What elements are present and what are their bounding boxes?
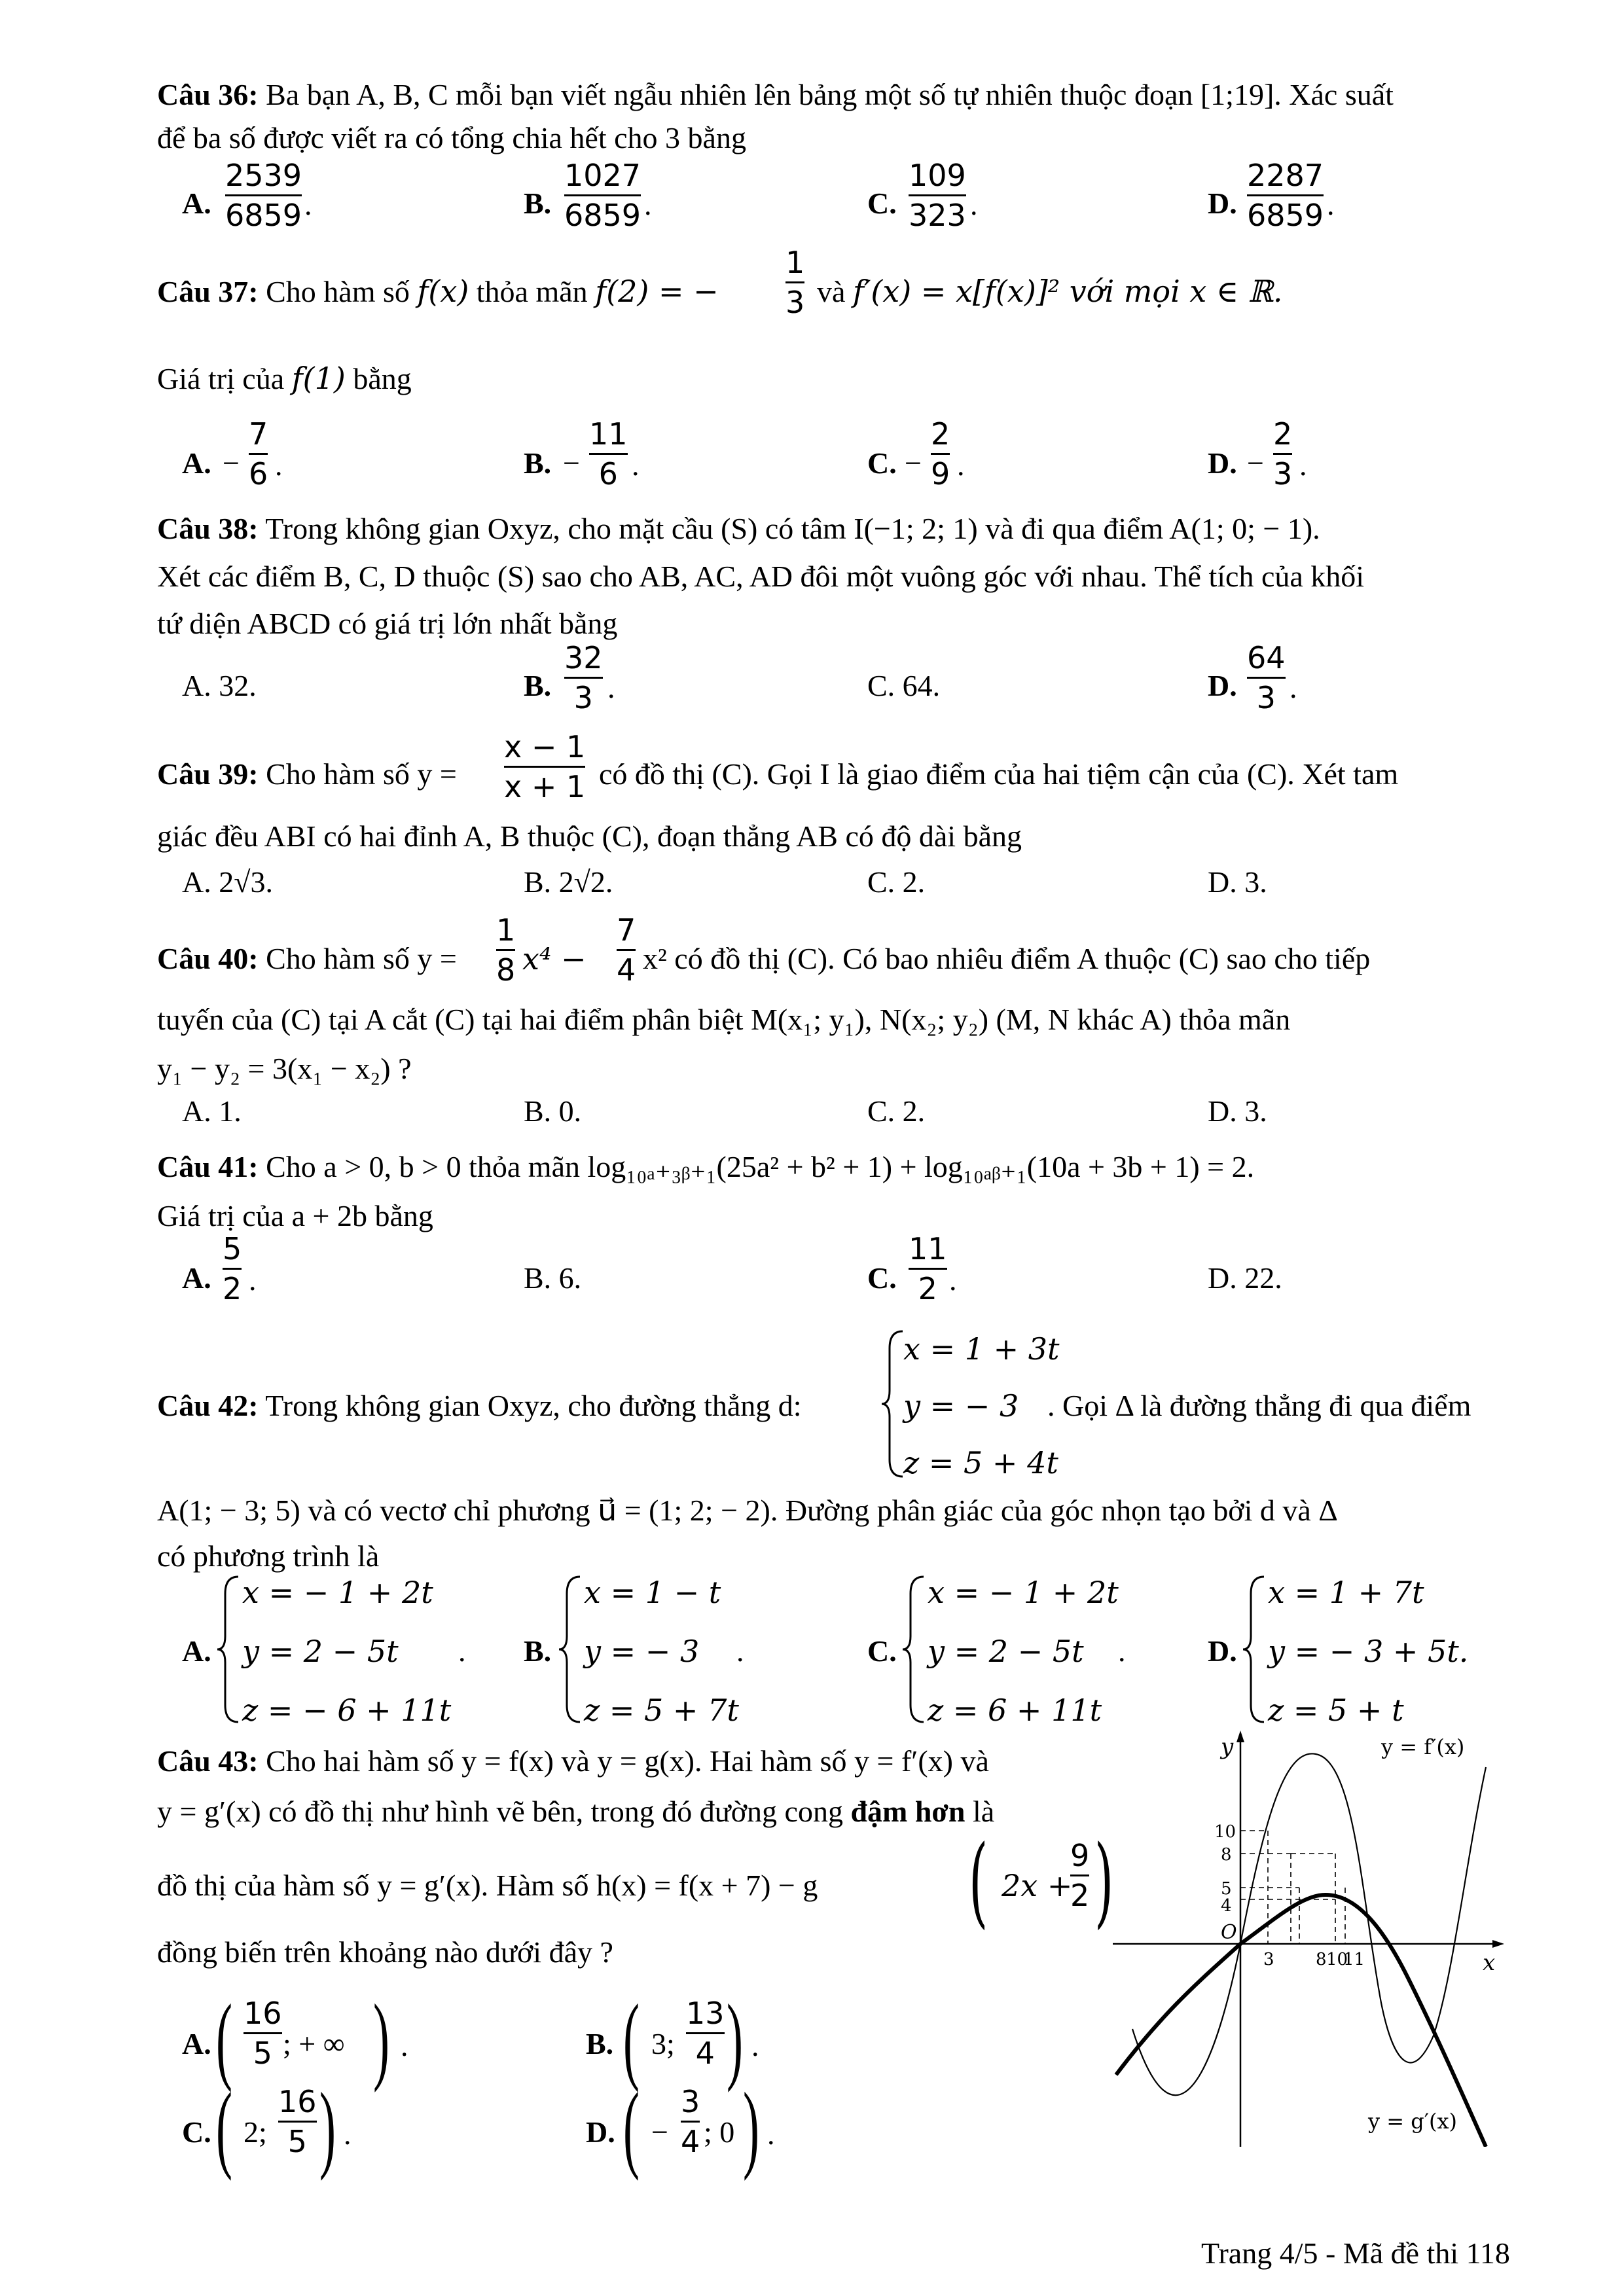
q37-line1: Câu 37: Cho hàm số f(x) thỏa mãn f(2) = − bbox=[157, 274, 719, 309]
fprime-label: y = f′(x) bbox=[1381, 1734, 1465, 1759]
q37-line2: Giá trị của f(1) bằng bbox=[157, 361, 412, 396]
q43-graph bbox=[1106, 1728, 1512, 2147]
q40-a: A. 1. bbox=[182, 1094, 242, 1128]
q39-d: D. 3. bbox=[1208, 865, 1267, 899]
q43-d-fraction: 3 4 bbox=[681, 2084, 700, 2159]
gprime-label: y = g′(x) bbox=[1368, 2109, 1457, 2134]
q37-d-fraction: 2 3 bbox=[1273, 416, 1293, 492]
y-axis-label: y bbox=[1221, 1734, 1234, 1760]
x-tick-8: 8 bbox=[1316, 1950, 1327, 1969]
q38-b-fraction: 32 3 bbox=[564, 640, 603, 715]
q42-c-brace bbox=[901, 1574, 928, 1725]
q42-line2: A(1; − 3; 5) và có vectơ chỉ phương u⃗ = (1; 2; − 2). Đường phân giác của góc nhọn tạo bởi d và Δ bbox=[157, 1494, 1338, 1527]
x-tick-3: 3 bbox=[1263, 1950, 1274, 1969]
q36-a-fraction: 2539 6859 bbox=[225, 158, 302, 233]
q36-line1 bbox=[157, 80, 1394, 110]
q39-a: A. 2√3. bbox=[182, 865, 273, 899]
q40-line1b: x² có đồ thị (C). Có bao nhiêu điểm A thuộc (C) sao cho tiếp bbox=[643, 942, 1371, 975]
origin-label: O bbox=[1221, 1921, 1237, 1944]
y-tick-10: 10 bbox=[1214, 1822, 1236, 1842]
q38-label: Câu 38: bbox=[157, 512, 259, 545]
q38-line2: Xét các điểm B, C, D thuộc (S) sao cho AB, AC, AD đôi một vuông góc với nhau. Thể tích của khối bbox=[157, 560, 1365, 593]
x-tick-11: 11 bbox=[1343, 1950, 1365, 1969]
q39-line2: giác đều ABI có hai đỉnh A, B thuộc (C), đoạn thẳng AB có độ dài bằng bbox=[157, 819, 1022, 853]
q38-line1: Câu 38: Trong không gian Oxyz, cho mặt cầu (S) có tâm I(−1; 2; 1) và đi qua điểm A(1; 0; − 1). bbox=[157, 512, 1320, 545]
q40-line3: y₁ − y₂ = 3(x₁ − x₂) ? bbox=[157, 1052, 412, 1085]
y-tick-5: 5 bbox=[1221, 1879, 1232, 1899]
q43-line1: Câu 43: Cho hai hàm số y = f(x) và y = g(x). Hai hàm số y = f′(x) và bbox=[157, 1744, 989, 1778]
q42-brace bbox=[880, 1329, 907, 1479]
q39-label: Câu 39: bbox=[157, 757, 259, 791]
q42-d-brace bbox=[1242, 1574, 1268, 1725]
q37-c-fraction: 2 9 bbox=[931, 416, 950, 492]
q38-d-fraction: 64 3 bbox=[1247, 640, 1286, 715]
q43-fraction: 9 2 bbox=[1070, 1838, 1090, 1913]
q40-line2: tuyến của (C) tại A cắt (C) tại hai điểm phân biệt M(x₁; y₁), N(x₂; y₂) (M, N khác A) thỏa mãn bbox=[157, 1003, 1291, 1036]
y-axis-arrow-icon bbox=[1236, 1731, 1244, 1742]
q41-label: Câu 41: bbox=[157, 1150, 259, 1183]
page-footer: Trang 4/5 - Mã đề thi 118 bbox=[1201, 2236, 1510, 2270]
q42-b-brace bbox=[558, 1574, 584, 1725]
q36-c-fraction: 109 323 bbox=[909, 158, 966, 233]
q43-a-fraction: 16 5 bbox=[244, 1996, 282, 2071]
q37-fraction: 1 3 bbox=[785, 245, 805, 320]
y-tick-8: 8 bbox=[1221, 1845, 1232, 1865]
q41-b: B. 6. bbox=[524, 1261, 582, 1295]
q40-b: B. 0. bbox=[524, 1094, 582, 1128]
q42-label: Câu 42: bbox=[157, 1389, 259, 1422]
q37-label: Câu 37: bbox=[157, 275, 259, 308]
q37-b-fraction: 11 6 bbox=[589, 416, 628, 492]
q38-a: A. 32. bbox=[182, 669, 257, 702]
q36-b-fraction: 1027 6859 bbox=[564, 158, 641, 233]
q36-text1: Ba bạn A, B, C mỗi bạn viết ngẫu nhiên lên bảng một số tự nhiên thuộc đoạn [1;19]. Xác suất bbox=[266, 78, 1394, 111]
q43-label: Câu 43: bbox=[157, 1744, 259, 1778]
q38-c: C. 64. bbox=[867, 669, 941, 702]
q36-a-letter: A. bbox=[182, 187, 211, 220]
q36-c-letter: C. bbox=[867, 187, 897, 220]
q38-line3: tứ diện ABCD có giá trị lớn nhất bằng bbox=[157, 607, 618, 640]
fprime-curve bbox=[1132, 1753, 1486, 2095]
q39-b: B. 2√2. bbox=[524, 865, 613, 899]
q39-line1a: Câu 39: Cho hàm số y = bbox=[157, 757, 457, 791]
q41-line2: Giá trị của a + 2b bằng bbox=[157, 1199, 433, 1232]
q40-fraction2: 7 4 bbox=[617, 912, 636, 988]
q36-label: Câu 36: bbox=[157, 78, 259, 111]
q36-b-letter: B. bbox=[524, 187, 552, 220]
q41-a-fraction: 5 2 bbox=[223, 1231, 242, 1306]
q41-d: D. 22. bbox=[1208, 1261, 1282, 1295]
q39-c: C. 2. bbox=[867, 865, 926, 899]
q36-text2: để ba số được viết ra có tổng chia hết cho 3 bằng bbox=[157, 121, 746, 154]
q37-a-letter: A. bbox=[182, 446, 211, 480]
q41-line1: Câu 41: Cho a > 0, b > 0 thỏa mãn log₁₀ₐ₊₃ᵦ₊₁(25a² + b² + 1) + log₁₀ₐᵦ₊₁(10a + 3b + 1) = 2. bbox=[157, 1150, 1255, 1183]
q40-fraction1: 1 8 bbox=[496, 912, 516, 988]
y-tick-4: 4 bbox=[1221, 1896, 1232, 1916]
q42-line1a: Câu 42: Trong không gian Oxyz, cho đường thẳng d: bbox=[157, 1389, 802, 1422]
q42-a-brace bbox=[216, 1574, 242, 1725]
x-tick-10: 10 bbox=[1326, 1950, 1348, 1969]
q36-d-letter: D. bbox=[1208, 187, 1237, 220]
q36-d-fraction: 2287 6859 bbox=[1247, 158, 1324, 233]
q40-d: D. 3. bbox=[1208, 1094, 1267, 1128]
dashed-guides bbox=[1240, 1831, 1345, 1944]
q43-c-fraction: 16 5 bbox=[278, 2084, 317, 2159]
q37-c-letter: C. bbox=[867, 446, 897, 480]
q42-line1b: . Gọi Δ là đường thẳng đi qua điểm bbox=[1047, 1389, 1471, 1422]
q43-line2: y = g′(x) có đồ thị như hình vẽ bên, trong đó đường cong đậm hơn là bbox=[157, 1795, 995, 1828]
q39-fraction: x − 1 x + 1 bbox=[504, 729, 586, 804]
q37-d-letter: D. bbox=[1208, 446, 1237, 480]
q43-b-fraction: 13 4 bbox=[686, 1996, 725, 2071]
q37-a-fraction: 7 6 bbox=[249, 416, 268, 492]
q40-label: Câu 40: bbox=[157, 942, 259, 975]
q41-c-fraction: 11 2 bbox=[909, 1231, 947, 1306]
x-axis-label: x bbox=[1483, 1950, 1496, 1976]
q43-line3a: đồ thị của hàm số y = g′(x). Hàm số h(x) = f(x + 7) − g bbox=[157, 1869, 818, 1902]
q37-b-letter: B. bbox=[524, 446, 552, 480]
q42-line3: có phương trình là bbox=[157, 1539, 380, 1573]
q39-line1b: có đồ thị (C). Gọi I là giao điểm của hai tiệm cận của (C). Xét tam bbox=[599, 757, 1399, 791]
q43-line4: đồng biến trên khoảng nào dưới đây ? bbox=[157, 1935, 613, 1969]
q40-c: C. 2. bbox=[867, 1094, 926, 1128]
q40-line1a: Câu 40: Cho hàm số y = bbox=[157, 942, 457, 975]
x-axis-arrow-icon bbox=[1492, 1940, 1504, 1948]
